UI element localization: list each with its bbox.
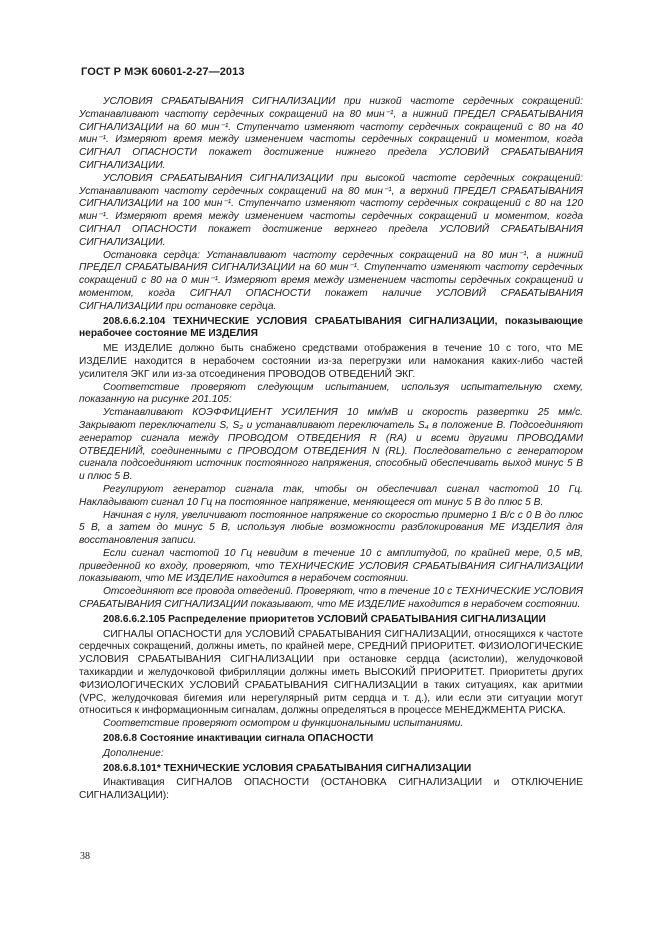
paragraph-signal-generator: Регулируют генератор сигнала так, чтобы он обеспечивал сигнал частотой 10 Гц. Накладывают сигнал 10 Гц на постоянное напряжение, меняющееся от минус 5 В до плюс 5 В. bbox=[79, 483, 583, 508]
paragraph-disconnect-leads: Отсоединяют все провода отведений. Проверяют, что в течение 10 с ТЕХНИЧЕСКИЕ УСЛОВИЯ СРАБАТЫВАНИЯ СИГНАЛИЗАЦИИ показывают, что МЕ ИЗДЕЛИЕ находится в нерабочем состоянии. bbox=[79, 586, 583, 611]
paragraph-high-heart-rate-test: УСЛОВИЯ СРАБАТЫВАНИЯ СИГНАЛИЗАЦИИ при высокой частоте сердечных сокращений: Устанавливают частоту сердечных сокращений на 80 мин⁻¹, а верхний ПРЕДЕЛ СРАБАТЫВАНИЯ СИГНАЛИЗАЦИИ на 100 мин⁻¹. Ступенчато изменяют частоту сердечных сокращений с 80 на 120 мин⁻¹. Измеряют время между изменением частоты сердечных сокращений и моментом, когда СИГНАЛ ОПАСНОСТИ покажет достижение верхнего предела УСЛОВИЙ СРАБАТЫВАНИЯ СИГНАЛИЗАЦИИ. bbox=[79, 172, 583, 248]
paragraph-low-heart-rate-test: УСЛОВИЯ СРАБАТЫВАНИЯ СИГНАЛИЗАЦИИ при низкой частоте сердечных сокращений: Устанавливают частоту сердечных сокращений на 80 мин⁻¹, а нижний ПРЕДЕЛ СРАБАТЫВАНИЯ СИГНАЛИЗАЦИИ на 60 мин⁻¹. Ступенчато изменяют частоту сердечных сокращений с 80 на 40 мин⁻¹. Измеряют время между изменением частоты сердечных сокращений и моментом, когда СИГНАЛ ОПАСНОСТИ покажет достижение нижнего предела УСЛОВИЙ СРАБАТЫВАНИЯ СИГНАЛИЗАЦИИ. bbox=[79, 96, 583, 171]
paragraph-inoperable-requirement: МЕ ИЗДЕЛИЕ должно быть снабжено средствами отображения в течение 10 с того, что МЕ ИЗДЕЛИЕ находится в нерабочем состоянии из-за перегрузки или намокания каких-либо частей усилителя ЭКГ или из-за отсоединения ПРОВОДОВ ОТВЕДЕНИЙ ЭКГ. bbox=[79, 343, 583, 380]
section-heading-208-6-6-2-104: 208.6.6.2.104 ТЕХНИЧЕСКИЕ УСЛОВИЯ СРАБАТЫВАНИЯ СИГНАЛИЗАЦИИ, показывающие нерабочее состояние МЕ ИЗДЕЛИЯ bbox=[79, 315, 583, 340]
paragraph-compliance-intro: Соответствие проверяют следующим испытанием, используя испытательную схему, показанную на рисунке 201.105: bbox=[79, 381, 583, 406]
paragraph-invisible-signal-check: Если сигнал частотой 10 Гц невидим в течение 10 с амплитудой, по крайней мере, 0,5 мВ, приведенной ко входу, проверяют, что ТЕХНИЧЕСКИЕ УСЛОВИЯ СРАБАТЫВАНИЯ СИГНАЛИЗАЦИИ показывают, что МЕ ИЗДЕЛИЕ находится в нерабочем состоянии. bbox=[79, 547, 583, 585]
paragraph-inactivation: Инактивация СИГНАЛОВ ОПАСНОСТИ (ОСТАНОВКА СИГНАЛИЗАЦИИ и ОТКЛЮЧЕНИЕ СИГНАЛИЗАЦИИ): bbox=[79, 777, 583, 802]
paragraph-compliance-inspection: Соответствие проверяют осмотром и функциональными испытаниями. bbox=[103, 718, 464, 730]
running-header: ГОСТ Р МЭК 60601-2-27—2013 bbox=[81, 66, 245, 78]
paragraph-voltage-ramp: Начиная с нуля, увеличивают постоянное напряжение со скоростью примерно 1 В/с с 0 В до плюс 5 В, а затем до минус 5 В, используя любые возможности разблокирования МЕ ИЗДЕЛИЯ для восстановления записи. bbox=[79, 509, 583, 547]
paragraph-priority-assignment: СИГНАЛЫ ОПАСНОСТИ для УСЛОВИЙ СРАБАТЫВАНИЯ СИГНАЛИЗАЦИИ, относящихся к частоте сердечных сокращений, должны иметь, по крайней мере, СРЕДНИЙ ПРИОРИТЕТ. ФИЗИОЛОГИЧЕСКИЕ УСЛОВИЯ СРАБАТЫВАНИЯ СИГНАЛИЗАЦИИ при остановке сердца (асистолии), желудочковой тахикардии и желудочковой фибрилляции должны иметь ВЫСОКИЙ ПРИОРИТЕТ. Приоритеты других ФИЗИОЛОГИЧЕСКИХ УСЛОВИЙ СРАБАТЫВАНИЯ СИГНАЛИЗАЦИИ в таких ситуациях, как аритмии (VPC, желудочковая бигемия или нерегулярный ритм сердца и т. д.), или если эти ситуации могут относиться к информационным сигналам, должны определяться в процессе МЕНЕДЖМЕНТА РИСКА. bbox=[79, 628, 583, 717]
paragraph-cardiac-arrest-test: Остановка сердца: Устанавливают частоту сердечных сокращений на 80 мин⁻¹, а нижний ПРЕДЕЛ СРАБАТЫВАНИЯ СИГНАЛИЗАЦИИ на 60 мин⁻¹. Ступенчато изменяют частоту сердечных сокращений с 80 на 0 мин⁻¹. Измеряют время между изменением частоты сердечных сокращений и моментом, когда СИГНАЛ ОПАСНОСТИ покажет наличие УСЛОВИЙ СРАБАТЫВАНИЯ СИГНАЛИЗАЦИИ при остановке сердца. bbox=[79, 249, 583, 312]
section-heading-208-6-6-2-105: 208.6.6.2.105 Распределение приоритетов УСЛОВИЙ СРАБАТЫВАНИЯ СИГНАЛИЗАЦИИ bbox=[103, 613, 546, 625]
page-number: 38 bbox=[80, 851, 90, 862]
page-body bbox=[79, 96, 583, 803]
paragraph-addition-label: Дополнение: bbox=[103, 747, 164, 759]
section-heading-208-6-8-101: 208.6.8.101* ТЕХНИЧЕСКИЕ УСЛОВИЯ СРАБАТЫВАНИЯ СИГНАЛИЗАЦИИ bbox=[103, 762, 472, 774]
paragraph-test-setup: Устанавливают КОЭФФИЦИЕНТ УСИЛЕНИЯ 10 мм/мВ и скорость развертки 25 мм/с. Закрывают переключатели S, S₂ и устанавливают переключатель S₄ в положение В. Подсоединяют генератор сигнала между ПРОВОДОМ ОТВЕДЕНИЯ R (RA) и всеми другими ПРОВОДАМИ ОТВЕДЕНИЙ, соединенными с ПРОВОДОМ ОТВЕДЕНИЯ N (RL). Последовательно с генератором сигнала подсоединяют источник постоянного напряжения, способный обеспечивать выход минус 5 В и плюс 5 В. bbox=[79, 407, 583, 483]
section-heading-208-6-8: 208.6.8 Состояние инактивации сигнала ОПАСНОСТИ bbox=[103, 733, 374, 745]
